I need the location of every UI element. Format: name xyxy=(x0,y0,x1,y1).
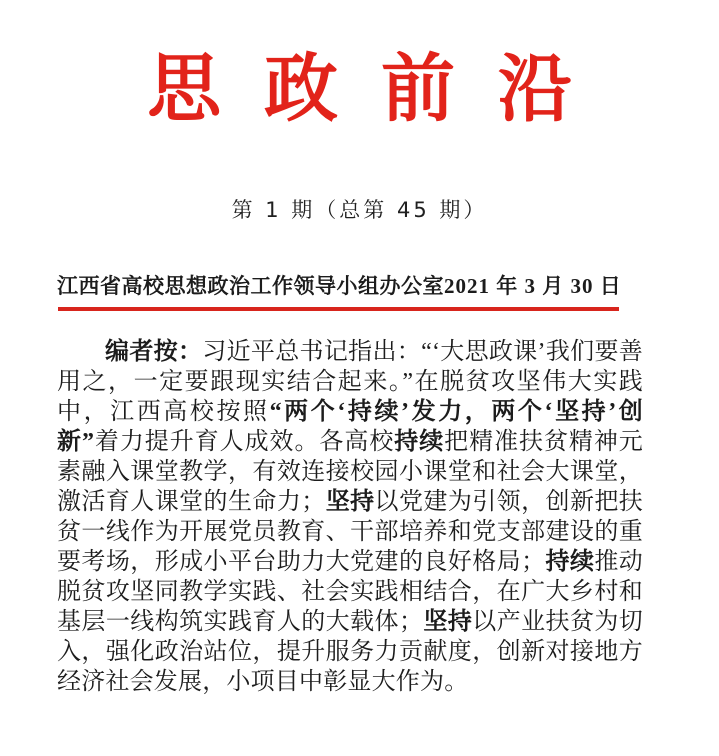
editors-note-paragraph xyxy=(57,337,643,697)
text-segment: 推动脱贫攻坚同教学实践、社会实践相结合，在广大乡村和基层一线构筑实践育人的大载体； xyxy=(57,549,644,636)
red-divider xyxy=(58,307,619,311)
issue-number: 第 1 期（总第 45 期） xyxy=(231,198,488,223)
text-segment: 编者按： xyxy=(105,339,203,366)
text-segment: 坚持 xyxy=(423,609,473,636)
publisher-row xyxy=(57,270,622,300)
text-segment: “两个‘持续’发力，两个‘坚持’创新” xyxy=(57,399,643,456)
text-segment: 以产业扶贫为切入，强化政治站位，提升服务力贡献度，创新对接地方经济社会发展，小项目中彰显大作为。 xyxy=(57,609,644,696)
text-segment: 坚持 xyxy=(325,489,375,516)
text-segment: 持续 xyxy=(394,429,445,456)
text-segment: 着力提升育人成效。各高校 xyxy=(94,429,395,456)
text-segment: 习近平总书记指出：“‘大思政课’我们要善用之，一定要跟现实结合起来。”在脱贫攻坚伟大实践中，江西高校按照 xyxy=(57,339,643,426)
text-segment: 把精准扶贫精神元素融入课堂教学，有效连接校园小课堂和社会大课堂，激活育人课堂的生命力； xyxy=(57,429,643,516)
text-segment: 以党建为引领，创新把扶贫一线作为开展党员教育、干部培养和党支部建设的重要考场，形成小平台助力大党建的良好格局； xyxy=(57,489,644,576)
publisher-name: 江西省高校思想政治工作领导小组办公室 xyxy=(57,274,444,299)
publish-date: 2021 年 3 月 30 日 xyxy=(444,274,622,299)
text-segment: 持续 xyxy=(545,549,595,576)
newsletter-title: 思政前沿 xyxy=(147,46,615,132)
